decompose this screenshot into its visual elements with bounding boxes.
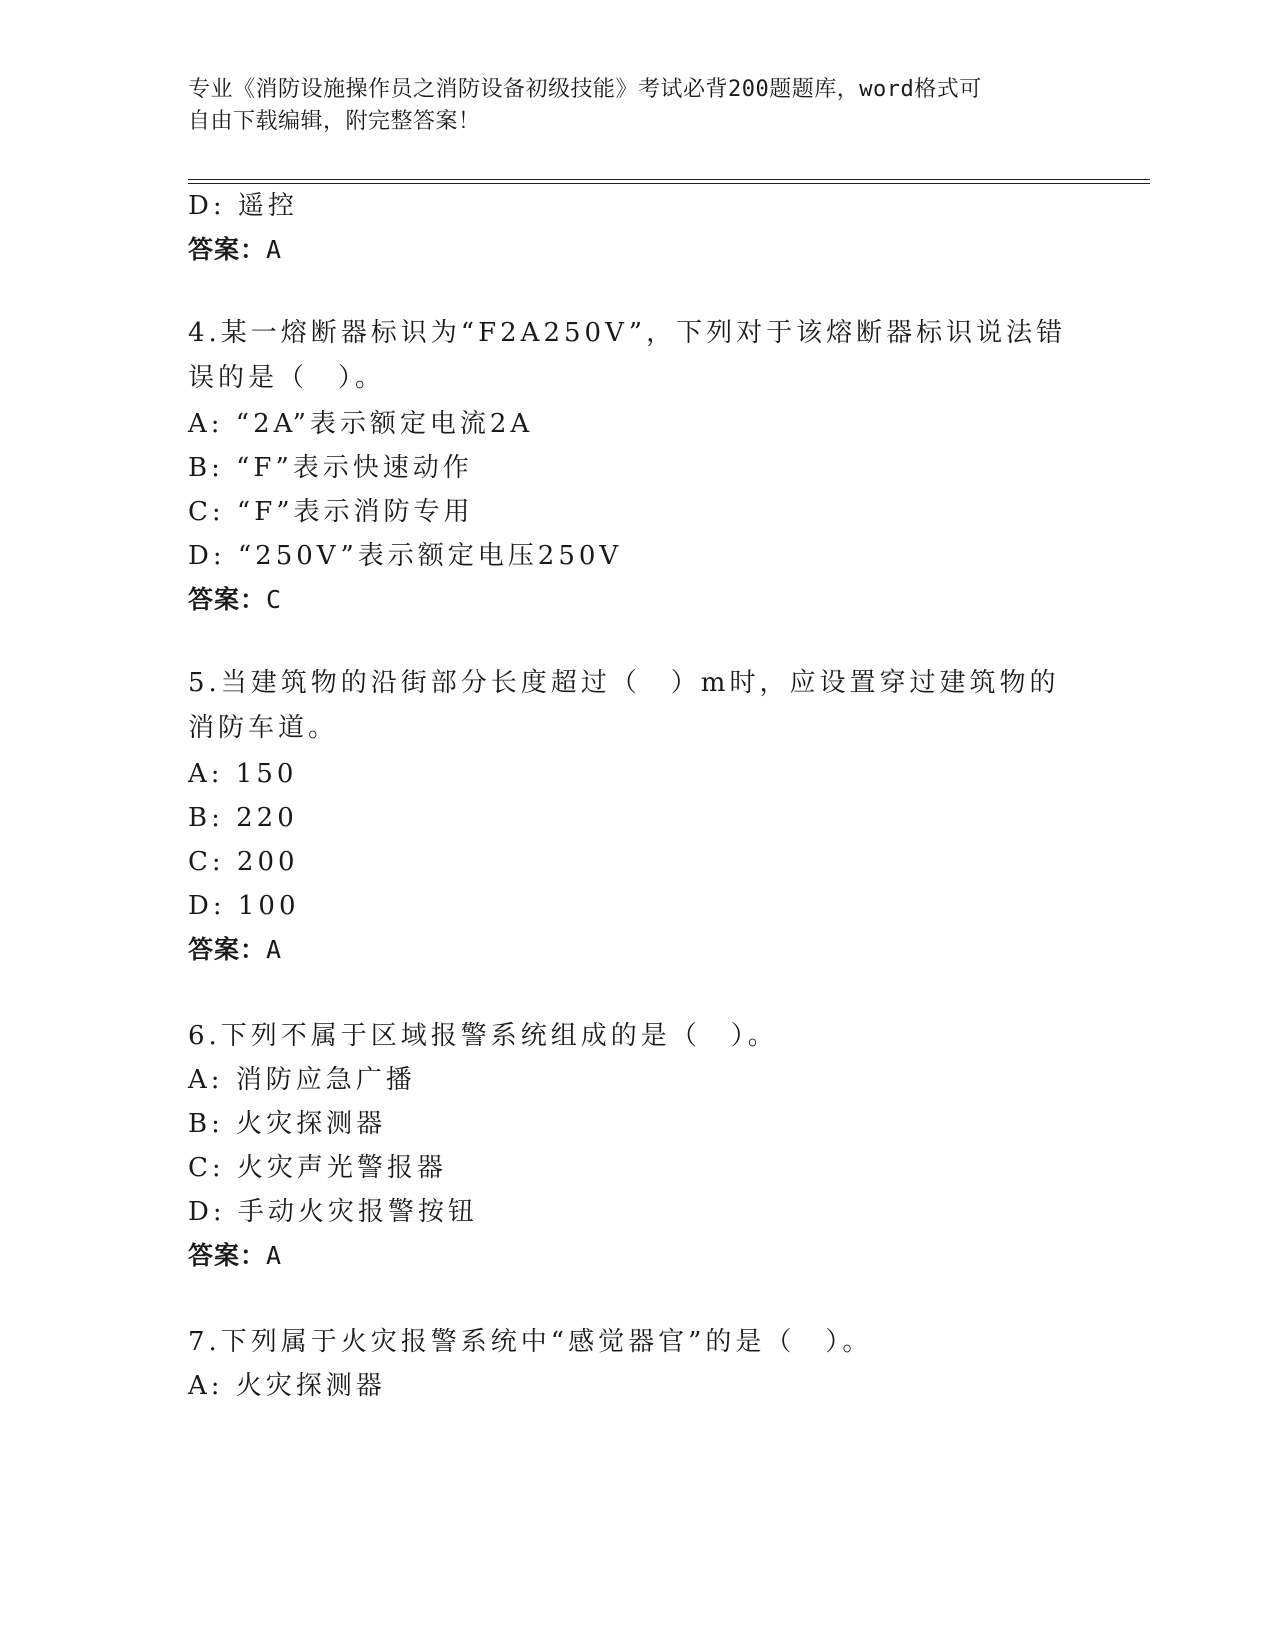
q4-option-d: D: “250V”表示额定电压250V (188, 541, 623, 571)
answer-label: 答案： (188, 935, 267, 964)
answer-label: 答案： (188, 235, 267, 264)
q4-option-c: C: “F”表示消防专用 (188, 497, 474, 527)
q4-option-b: B: “F”表示快速动作 (188, 453, 473, 483)
answer-label: 答案： (188, 585, 267, 614)
q6-option-d: D: 手动火灾报警按钮 (188, 1197, 478, 1227)
q5-option-d: D: 100 (188, 891, 300, 921)
answer-value: A (266, 1241, 283, 1270)
q4-stem: 4.某一熔断器标识为“F2A250V”，下列对于该熔断器标识说法错误的是（ ）。 (188, 318, 1067, 393)
answer-value: A (266, 935, 283, 964)
q5-stem: 5.当建筑物的沿街部分长度超过（ ）m时，应设置穿过建筑物的消防车道。 (188, 668, 1060, 743)
document-header (188, 74, 1068, 138)
header-divider-bottom (188, 183, 1150, 184)
q5-option-b: B: 220 (188, 803, 298, 833)
q6-option-c: C: 火灾声光警报器 (188, 1153, 447, 1183)
prev-answer (188, 234, 282, 266)
q4-option-a: A: “2A”表示额定电流2A (188, 409, 534, 439)
q7-option-a: A: 火灾探测器 (188, 1371, 386, 1401)
prev-option-d: D: 遥控 (188, 191, 298, 221)
q6-option-b: B: 火灾探测器 (188, 1109, 387, 1139)
q5-answer (188, 934, 282, 966)
header-line-2: 自由下载编辑，附完整答案！ (188, 109, 481, 134)
answer-value: C (266, 585, 283, 614)
answer-value: A (266, 235, 283, 264)
q7-stem: 7.下列属于火灾报警系统中“感觉器官”的是（ ）。 (188, 1327, 873, 1357)
q6-answer (188, 1240, 282, 1272)
q6-stem: 6.下列不属于区域报警系统组成的是（ ）。 (188, 1021, 778, 1051)
header-line-1: 专业《消防设施操作员之消防设备初级技能》考试必背200题题库，word格式可 (188, 77, 982, 102)
q5-option-c: C: 200 (188, 847, 299, 877)
q4-answer (188, 584, 282, 616)
header-divider-top (188, 179, 1150, 180)
q6-option-a: A: 消防应急广播 (188, 1065, 416, 1095)
answer-label: 答案： (188, 1241, 267, 1270)
q5-option-a: A: 150 (188, 759, 298, 789)
